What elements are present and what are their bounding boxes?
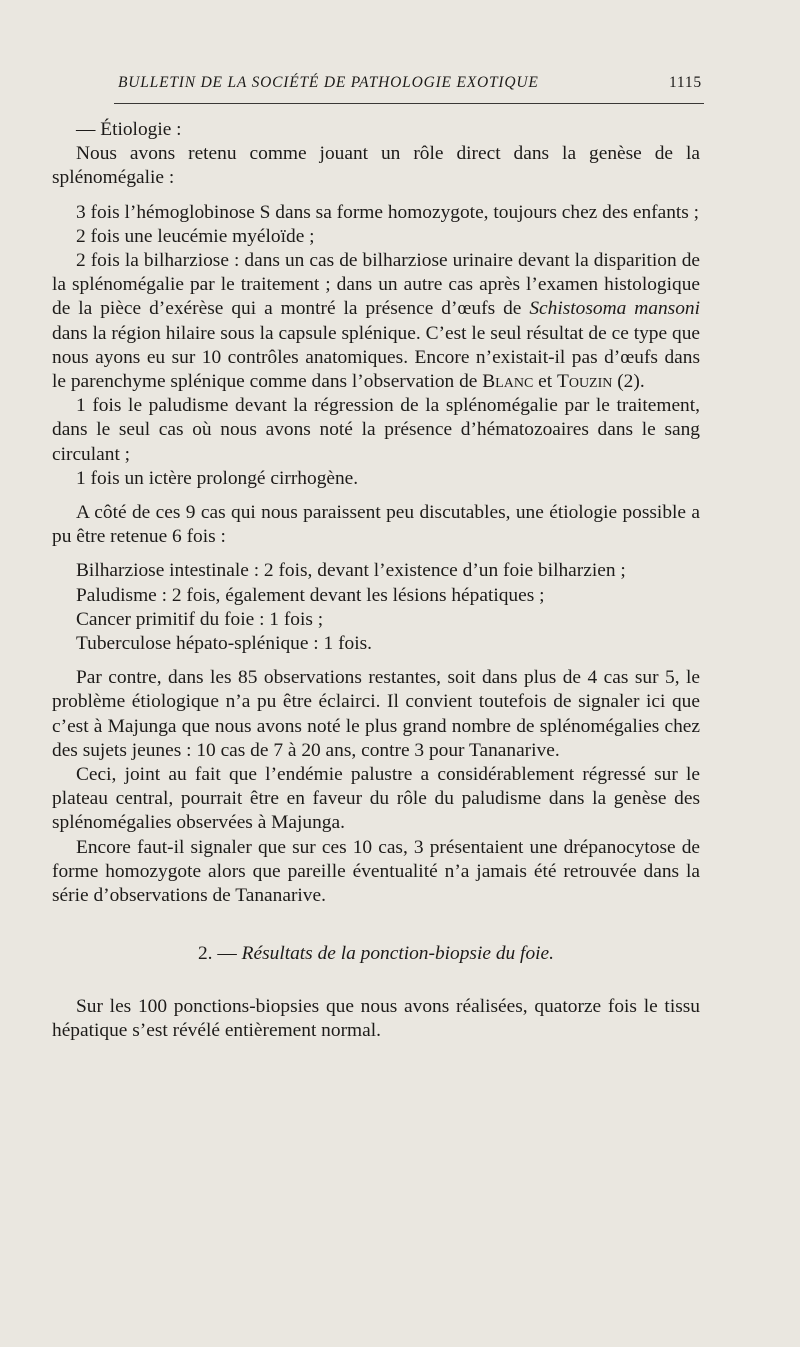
list-item-bilharziose-intestinale: Bilharziose intestinale : 2 fois, devant l’existence d’un foie bilharzien ;: [76, 560, 626, 582]
text-run: (2).: [612, 371, 645, 393]
text-run: dans la région hilaire sous la capsule splénique. C’est le seul résultat de ce type que nous ayons eu sur 10 contrôles anatomiques. Encore n’existait-il pas d’œufs dans le parenchyme splénique comme dans l’observation de: [52, 322, 700, 393]
paragraph-encore: Encore faut-il signaler que sur ces 10 cas, 3 présentaient une drépanocytose de forme homozygote alors que pareille éventualité n’a jamais été retrouvée dans la série d’observations de Tananarive.: [52, 836, 700, 907]
body-text: [52, 118, 700, 1043]
section-heading: [52, 942, 700, 966]
list-item-leucemie: 2 fois une leucémie myéloïde ;: [76, 225, 315, 247]
species-name: Schistosoma mansoni: [529, 298, 700, 320]
paragraph-possible: A côté de ces 9 cas qui nous paraissent peu discutables, une étiologie possible a pu être retenue 6 fois :: [52, 502, 700, 548]
author-name: Blanc: [482, 371, 534, 393]
running-header: [118, 74, 702, 92]
paragraph-par-contre: Par contre, dans les 85 observations restantes, soit dans plus de 4 cas sur 5, le problème étiologique n’a pu être éclairci. Il convient toutefois de signaler ici que c’est à Majunga que nous avons noté le plus grand nombre de splénomégalies chez des sujets jeunes : 10 cas de 7 à 20 ans, contre 3 pour Tananarive.: [52, 667, 700, 761]
list-item-tuberculose: Tuberculose hépato-splénique : 1 fois.: [76, 633, 373, 655]
list-item-bilharziose: [52, 249, 700, 394]
journal-title: BULLETIN DE LA SOCIÉTÉ DE PATHOLOGIE EXOTIQUE: [118, 74, 539, 91]
subheading-etiologie: — Étiologie :: [76, 119, 182, 140]
header-rule: [114, 103, 704, 104]
list-item-ictere: 1 fois un ictère prolongé cirrhogène.: [76, 467, 359, 489]
paragraph-ceci: Ceci, joint au fait que l’endémie palustre a considérablement régressé sur le plateau central, pourrait être en faveur du rôle du paludisme dans la genèse des splénomégalies observées à Majunga.: [52, 764, 700, 834]
text-run: et: [533, 371, 557, 393]
list-item-paludisme-possible: Paludisme : 2 fois, également devant les lésions hépatiques ;: [76, 584, 545, 606]
section-title: Résultats de la ponction-biopsie du foie.: [241, 943, 554, 965]
text-run: 2 fois la bilharziose : dans un cas de bilharziose urinaire devant la disparition de la splénomégalie par le traitement ; dans un autre cas après l’examen histologique de la pièce d’exérèse qui a montré la présence d’œufs de: [52, 250, 700, 320]
paragraph-final: Sur les 100 ponctions-biopsies que nous avons réalisées, quatorze fois le tissu hépatique s’est révélé entièrement normal.: [52, 995, 700, 1041]
author-name: Touzin: [556, 371, 613, 393]
section-number: 2. —: [197, 943, 242, 965]
page-number: 1115: [668, 74, 702, 91]
list-item-cancer: Cancer primitif du foie : 1 fois ;: [76, 608, 324, 630]
list-item-hemoglobinose: 3 fois l’hémoglobinose S dans sa forme homozygote, toujours chez des enfants ;: [76, 201, 700, 223]
paragraph-intro: Nous avons retenu comme jouant un rôle direct dans la genèse de la splénomégalie :: [52, 143, 700, 189]
list-item-paludisme: 1 fois le paludisme devant la régression de la splénomégalie par le traitement, dans le seul cas où nous avons noté la présence d’hématozoaires dans le sang circulant ;: [52, 395, 700, 465]
